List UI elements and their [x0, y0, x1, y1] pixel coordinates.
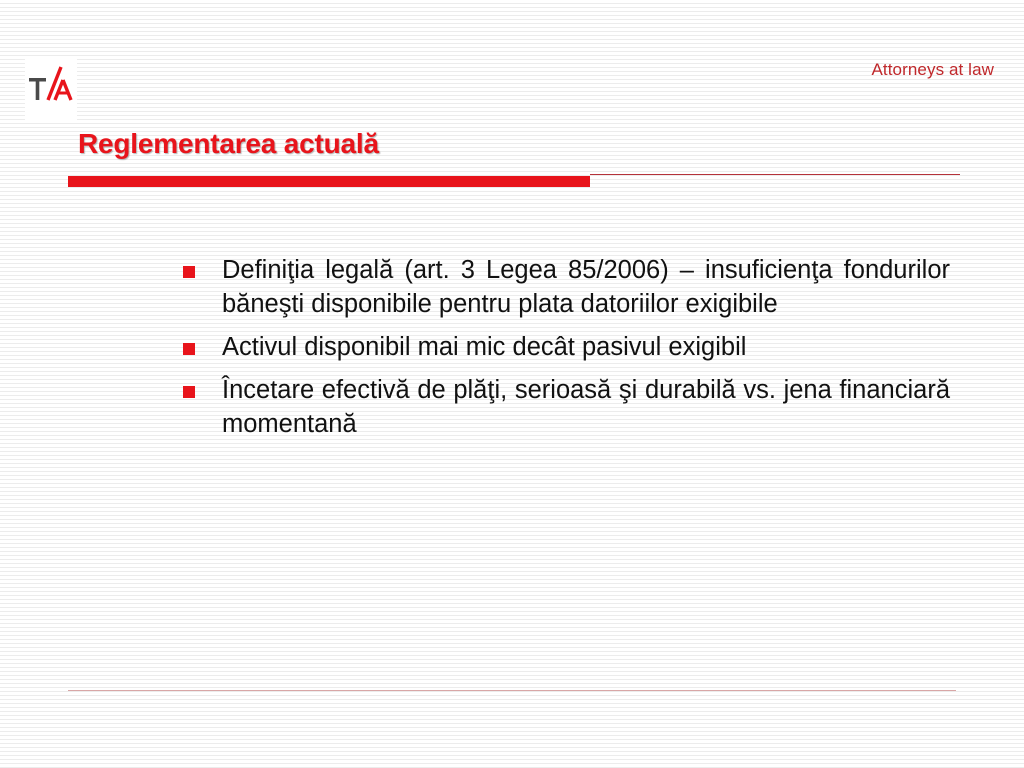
bullet-text: Definiţia legală (art. 3 Legea 85/2006) – insuficienţa fondurilor băneşti disponibile pentru plata datoriilor exigibile: [222, 256, 950, 318]
bullet-text: Activul disponibil mai mic decât pasivul exigibil: [222, 333, 747, 361]
slide-title: Reglementarea actuală: [78, 128, 379, 159]
bullet-item: [178, 330, 950, 364]
bullet-square-icon: [183, 343, 195, 355]
logo: [25, 58, 77, 120]
bullet-list: [178, 253, 950, 450]
bullet-text: Încetare efectivă de plăţi, serioasă şi durabilă vs. jena financiară momentană: [222, 376, 950, 438]
footer-divider: [68, 690, 956, 691]
title-underline-bar: [68, 176, 590, 187]
bullet-square-icon: [183, 386, 195, 398]
bullet-square-icon: [183, 266, 195, 278]
bullet-item: [178, 253, 950, 321]
tagline: Attorneys at law: [871, 60, 994, 79]
bullet-item: [178, 373, 950, 441]
ta-logo-icon: [25, 58, 77, 120]
title-underline-line: [590, 174, 960, 175]
